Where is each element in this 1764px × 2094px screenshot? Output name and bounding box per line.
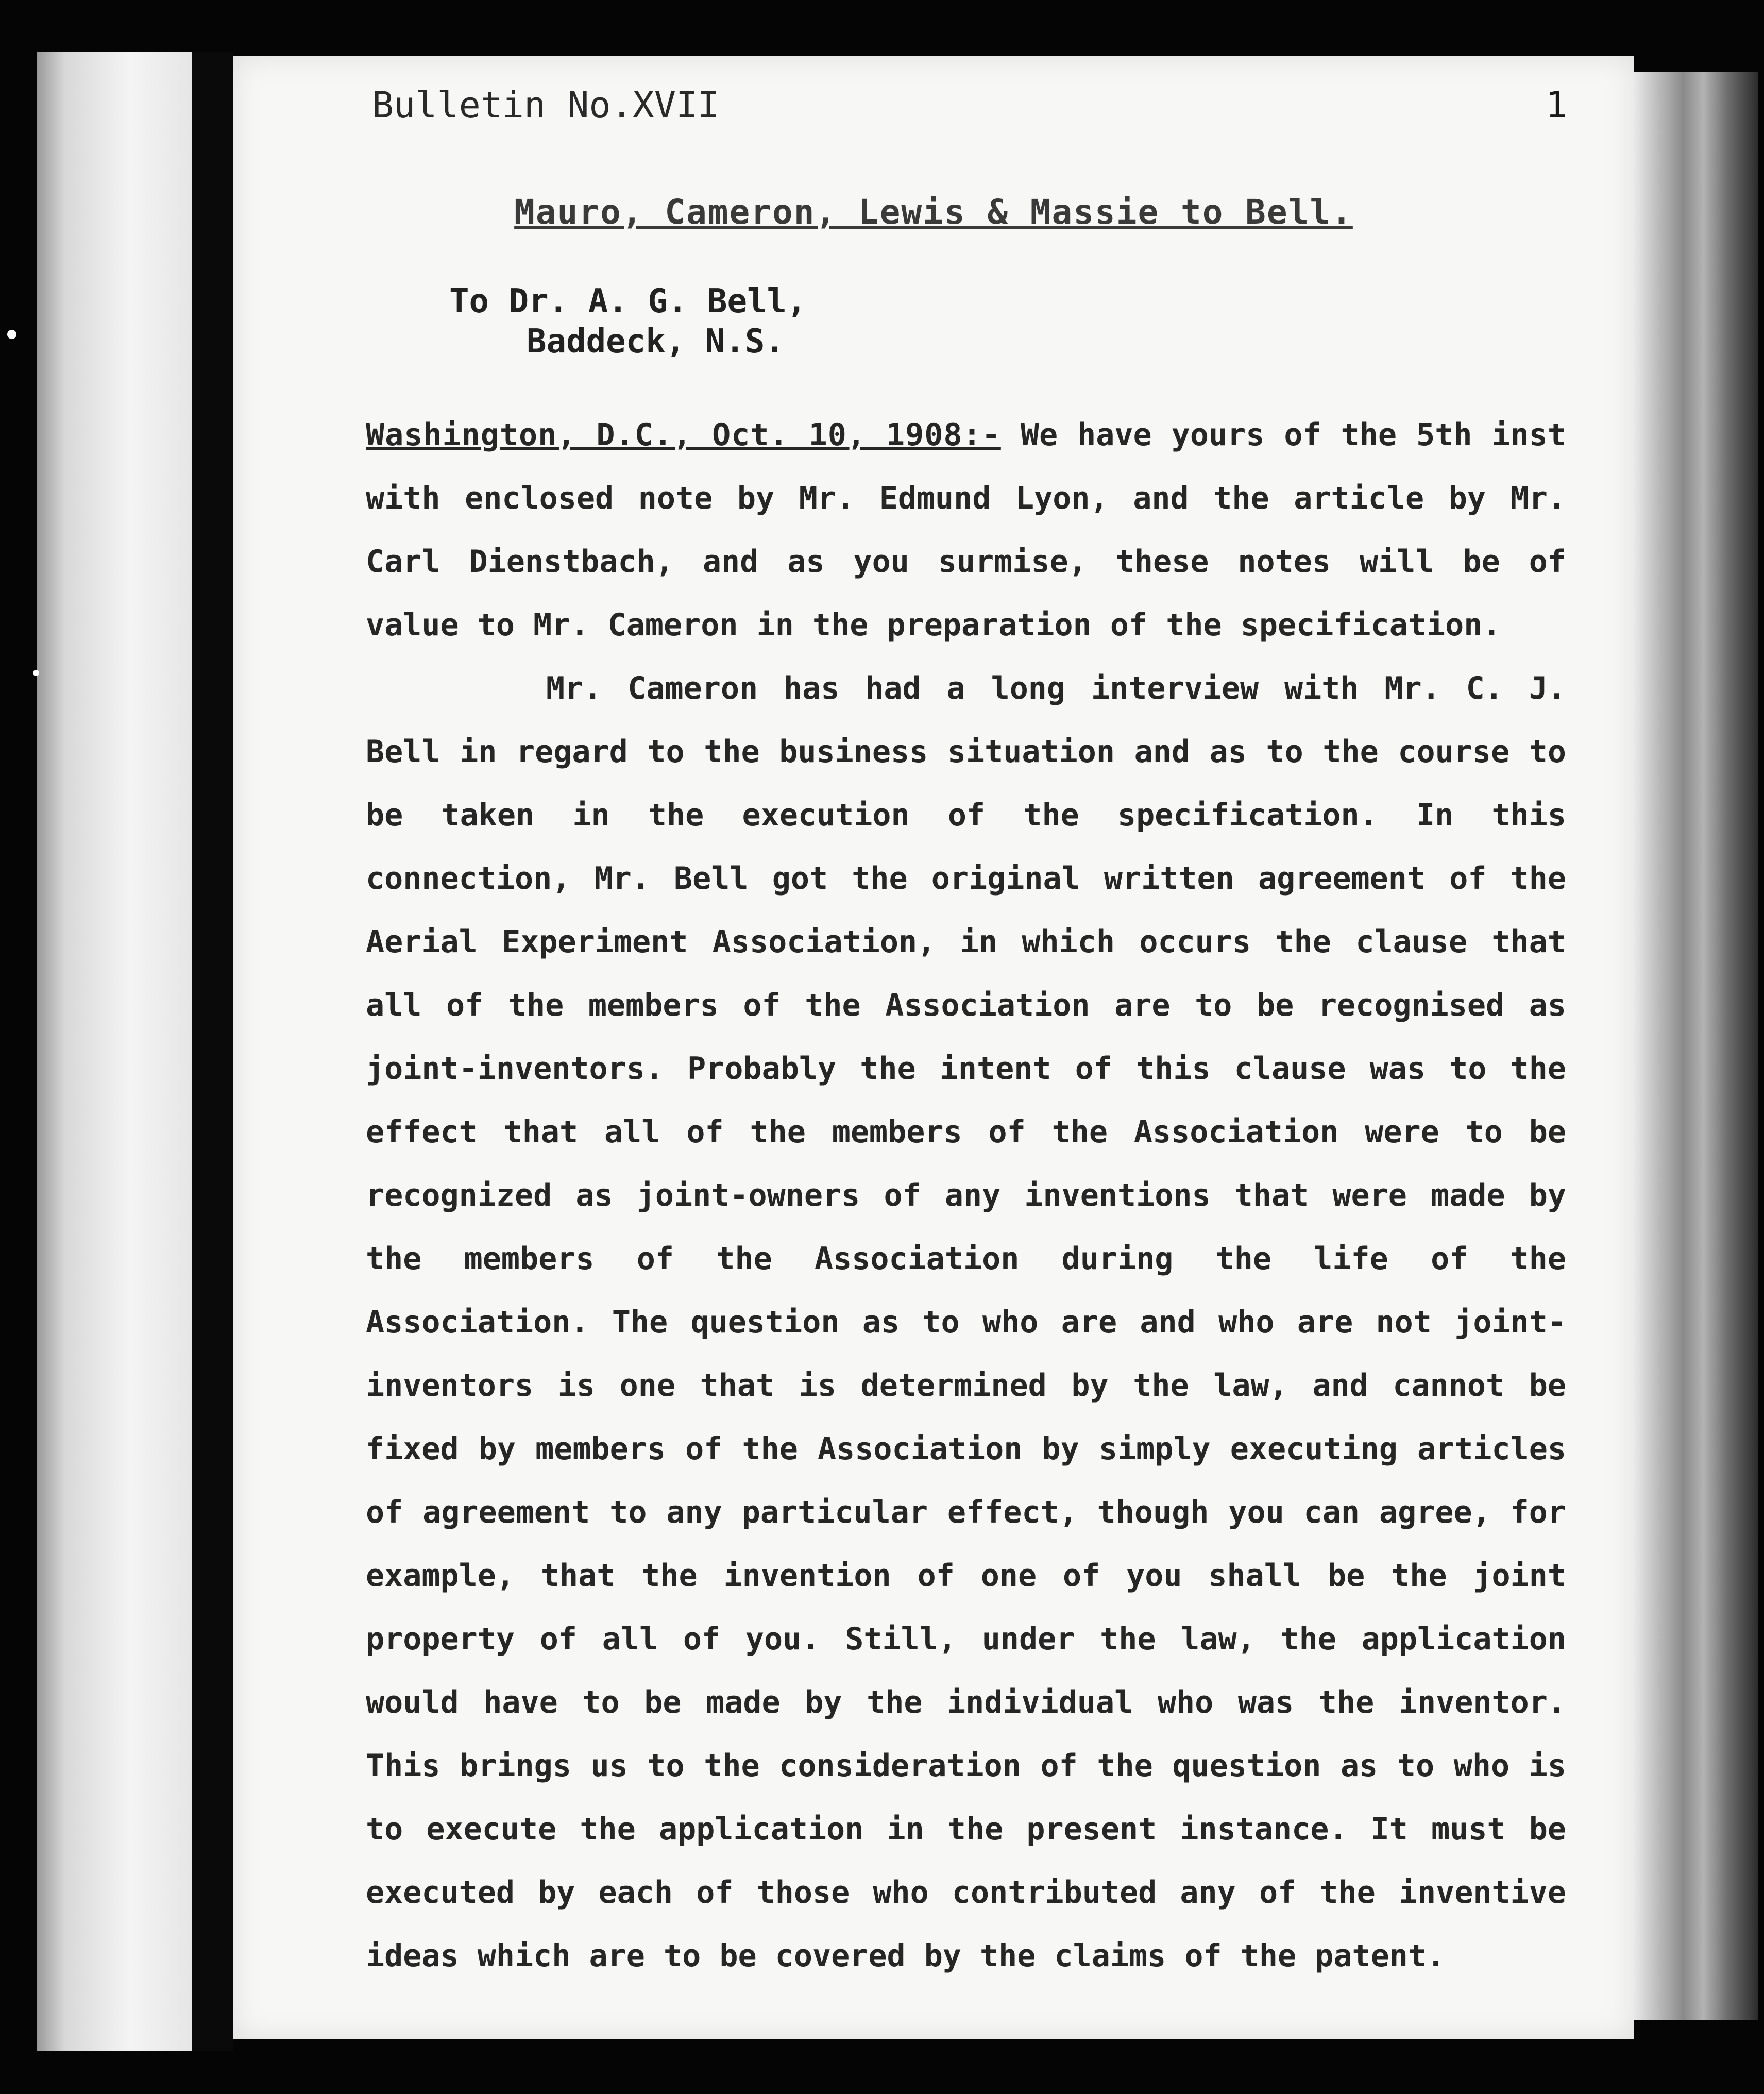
paragraph-2: Mr. Cameron has had a long interview with Mr. C. J. Bell in regard to the business situation and as to the course to be taken in the execution of the specification. In this connection, Mr. Bell got the original written agreement of the Aerial Experiment Association, in which occurs the clause that all of the members of the Association are to be recognised as joint-inventors. Probably the intent of this clause was to the effect that all of the members of the Association were to be recognized as joint-owners of any inventions that were made by the members of the Association during the life of the Association. The question as to who are and who are not joint-inventors is one that is determined by the law, and cannot be fixed by members of the Association by simply executing articles of agreement to any particular effect, though you can agree, for example, that the invention of one of you shall be the joint property of all of you. Still, under the law, the application would have to be made by the individual who was the inventor. This brings us to the consideration of the question as to who is to execute the application in the present instance. It must be executed by each of those who contributed any of the inventive ideas which are to be covered by the claims of the patent. [366, 670, 1566, 1974]
speck [7, 330, 16, 339]
letter-title: Mauro, Cameron, Lewis & Massie to Bell. [514, 192, 1353, 232]
binding-gutter [192, 52, 233, 2051]
paragraph-1-text: We have yours of the 5th inst with enclosed note by Mr. Edmund Lyon, and the article by Mr. Carl Dienstbach, and as you surmise, these notes will be of value to Mr. Cameron in the preparation of the specification. [366, 417, 1567, 643]
paragraph-1 [366, 403, 1566, 657]
adjacent-page-strip [37, 52, 192, 2051]
address-recipient: To Dr. A. G. Bell, [449, 282, 807, 320]
letter-body [366, 403, 1566, 1988]
document-page [233, 56, 1634, 2039]
dateline: Washington, D.C., Oct. 10, 1908:- [366, 417, 1001, 453]
bulletin-label: Bulletin No.XVII [372, 84, 720, 126]
address-location: Baddeck, N.S. [527, 323, 785, 361]
page-header [372, 84, 1567, 130]
page-number: 1 [1545, 84, 1567, 126]
speck [33, 670, 39, 676]
page-stack-edge [1634, 72, 1758, 2020]
